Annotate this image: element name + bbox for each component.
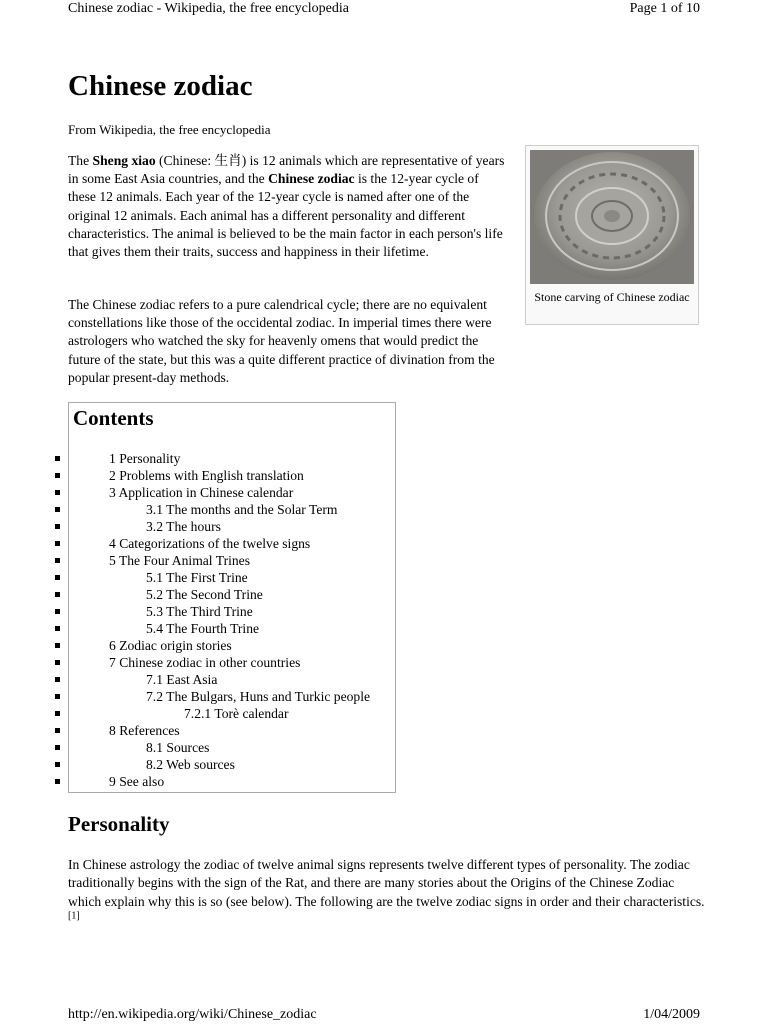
toc-item[interactable]: 6 Zodiac origin stories [69,637,370,654]
print-footer-date: 1/04/2009 [643,1007,700,1022]
intro-paragraph-2: The Chinese zodiac refers to a pure calendrical cycle; there are no equivalent constellations like those of the occidental zodiac. In imperial times there were astrologers who watched the sky for heavenly omens that would predict the future of the state, but this was a quite different practice of divination from the popular present-day methods. [68,297,495,385]
reference-link[interactable]: [1] [68,910,80,922]
toc-item[interactable]: 3.2 The hours [69,518,370,535]
toc-item[interactable]: 5.3 The Third Trine [69,603,370,620]
intro-paragraph-1: The Sheng xiao (Chinese: 生肖) is 12 animals which are representative of years in some East Asia countries, and the Chinese zodiac is the 12-year cycle of these 12 animals. Each year of the 12-year cycle is named after one of the original 12 animals. Each animal has a different personality and different characteristics. The animal is believed to be the main factor in each person's life that gives them their traits, success and happiness in their lifetime. [68,153,505,260]
toc-item[interactable]: 7.2.1 Torè calendar [69,705,370,722]
figure-thumbnail [525,145,699,325]
toc-item[interactable]: 8 References [69,722,370,739]
print-header-page: Page 1 of 10 [629,1,700,16]
toc-item[interactable]: 8.2 Web sources [69,756,370,773]
toc-item[interactable]: 3.1 The months and the Solar Term [69,501,370,518]
toc-item[interactable]: 5.4 The Fourth Trine [69,620,370,637]
toc-item[interactable]: 7 Chinese zodiac in other countries [69,654,370,671]
table-of-contents [68,402,396,793]
toc-item[interactable]: 9 See also [69,773,370,790]
personality-paragraph: In Chinese astrology the zodiac of twelve animal signs represents twelve different types of personality. The zodiac traditionally begins with the sign of the Rat, and there are many stories about the Origins of the Chinese Zodiac which explain why this is so (see below). The following are the twelve zodiac signs in order and their characteristics.[1] [68,857,705,922]
toc-list [69,450,370,790]
section-heading-personality: Personality [68,812,170,836]
print-header-title: Chinese zodiac - Wikipedia, the free encyclopedia [68,1,349,16]
page-title: Chinese zodiac [68,70,253,102]
toc-item[interactable]: 5.2 The Second Trine [69,586,370,603]
toc-title: Contents [73,406,154,430]
stone-carving-image[interactable] [530,150,694,284]
print-footer-url: http://en.wikipedia.org/wiki/Chinese_zodiac [68,1007,317,1022]
sheng-xiao-term: Sheng xiao [92,153,156,168]
page-subtitle: From Wikipedia, the free encyclopedia [68,122,271,137]
print-header [68,1,700,21]
toc-item[interactable]: 5.1 The First Trine [69,569,370,586]
toc-item[interactable]: 1 Personality [69,450,370,467]
toc-item[interactable]: 8.1 Sources [69,739,370,756]
toc-item[interactable]: 7.2 The Bulgars, Huns and Turkic people [69,688,370,705]
toc-item[interactable]: 3 Application in Chinese calendar [69,484,370,501]
toc-item[interactable]: 4 Categorizations of the twelve signs [69,535,370,552]
chinese-zodiac-term: Chinese zodiac [268,171,355,187]
toc-item[interactable]: 5 The Four Animal Trines [69,552,370,569]
figure-caption: Stone carving of Chinese zodiac [534,290,690,304]
toc-item[interactable]: 2 Problems with English translation [69,467,370,484]
toc-item[interactable]: 7.1 East Asia [69,671,370,688]
